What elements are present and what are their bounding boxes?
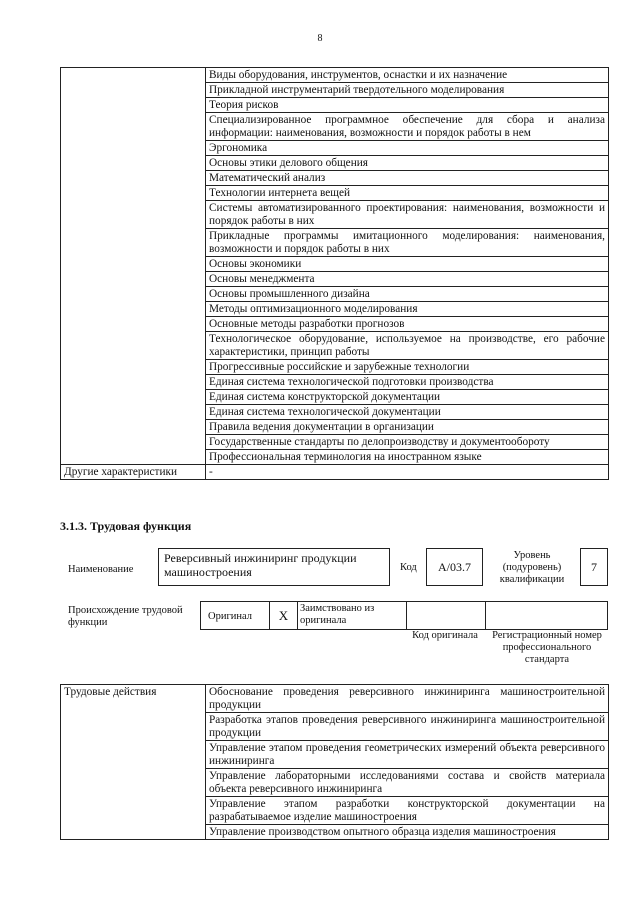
knowledge-item: Методы оптимизационного моделирования (206, 302, 609, 317)
code-original-cell (406, 602, 486, 629)
level-value-box (580, 548, 608, 586)
table-row (61, 465, 609, 480)
table-row (61, 68, 609, 83)
knowledge-label-cell (61, 68, 206, 465)
knowledge-item: Математический анализ (206, 171, 609, 186)
other-characteristics-value: - (206, 465, 609, 480)
knowledge-item: Эргономика (206, 141, 609, 156)
knowledge-item: Виды оборудования, инструментов, оснастки и их назначение (206, 68, 609, 83)
knowledge-item: Основы этики делового общения (206, 156, 609, 171)
knowledge-item: Основные методы разработки прогнозов (206, 317, 609, 332)
knowledge-item: Теория рисков (206, 98, 609, 113)
code-value-box (426, 548, 483, 586)
knowledge-item: Правила ведения документации в организации (206, 420, 609, 435)
action-item: Управление этапом проведения геометрических измерений объекта реверсивного инжиниринга (206, 741, 609, 769)
action-item: Управление этапом разработки конструкторской документации на разрабатываемое изделие машиностроения (206, 797, 609, 825)
knowledge-item: Прогрессивные российские и зарубежные технологии (206, 360, 609, 375)
name-value: Реверсивный инжиниринг продукции машиностроения (164, 551, 357, 579)
actions-table (60, 684, 609, 840)
knowledge-item: Профессиональная терминология на иностранном языке (206, 450, 609, 465)
knowledge-item: Единая система конструкторской документации (206, 390, 609, 405)
knowledge-item: Основы экономики (206, 257, 609, 272)
knowledge-item: Единая система технологической подготовки производства (206, 375, 609, 390)
original-label: Оригинал (208, 611, 252, 622)
name-label: Наименование (68, 564, 134, 575)
knowledge-item: Технологии интернета вещей (206, 186, 609, 201)
knowledge-item: Системы автоматизированного проектирования: наименования, возможности и порядок работы в них (206, 201, 609, 229)
name-value-box (158, 548, 390, 586)
page-number: 8 (317, 33, 323, 44)
knowledge-item: Технологическое оборудование, используемое на производстве, его рабочие характеристики, принцип работы (206, 332, 609, 360)
knowledge-item: Единая система технологической документации (206, 405, 609, 420)
actions-label: Трудовые действия (61, 685, 206, 840)
code-label: Код (400, 562, 417, 573)
action-item: Управление лабораторными исследованиями состава и свойств материала объекта реверсивного инжиниринга (206, 769, 609, 797)
knowledge-item: Прикладные программы имитационного моделирования: наименования, возможности и порядок работы в них (206, 229, 609, 257)
origin-table (200, 601, 608, 630)
original-mark: X (269, 602, 298, 629)
knowledge-item: Специализированное программное обеспечение для сбора и анализа информации: наименования, возможности и порядок работы в нем (206, 113, 609, 141)
reg-number-caption: Регистрационный номер профессионального стандарта (492, 630, 602, 665)
code-original-caption: Код оригинала (412, 630, 478, 641)
knowledge-item: Основы менеджмента (206, 272, 609, 287)
section-title: 3.1.3. Трудовая функция (60, 519, 192, 533)
knowledge-item: Прикладной инструментарий твердотельного моделирования (206, 83, 609, 98)
borrowed-label: Заимствовано из оригинала (300, 603, 375, 626)
other-characteristics-label: Другие характеристики (61, 465, 206, 480)
knowledge-item: Государственные стандарты по делопроизводству и документообороту (206, 435, 609, 450)
knowledge-table (60, 67, 609, 480)
code-value: А/03.7 (438, 560, 471, 574)
table-row (61, 685, 609, 713)
action-item: Обоснование проведения реверсивного инжиниринга машиностроительной продукции (206, 685, 609, 713)
action-item: Разработка этапов проведения реверсивного инжиниринга машиностроительной продукции (206, 713, 609, 741)
level-label: Уровень (подуровень) квалификации (499, 550, 565, 585)
knowledge-item: Основы промышленного дизайна (206, 287, 609, 302)
origin-label: Происхождение трудовой функции (68, 605, 183, 628)
level-value: 7 (591, 560, 597, 574)
action-item: Управление производством опытного образца изделия машиностроения (206, 825, 609, 840)
